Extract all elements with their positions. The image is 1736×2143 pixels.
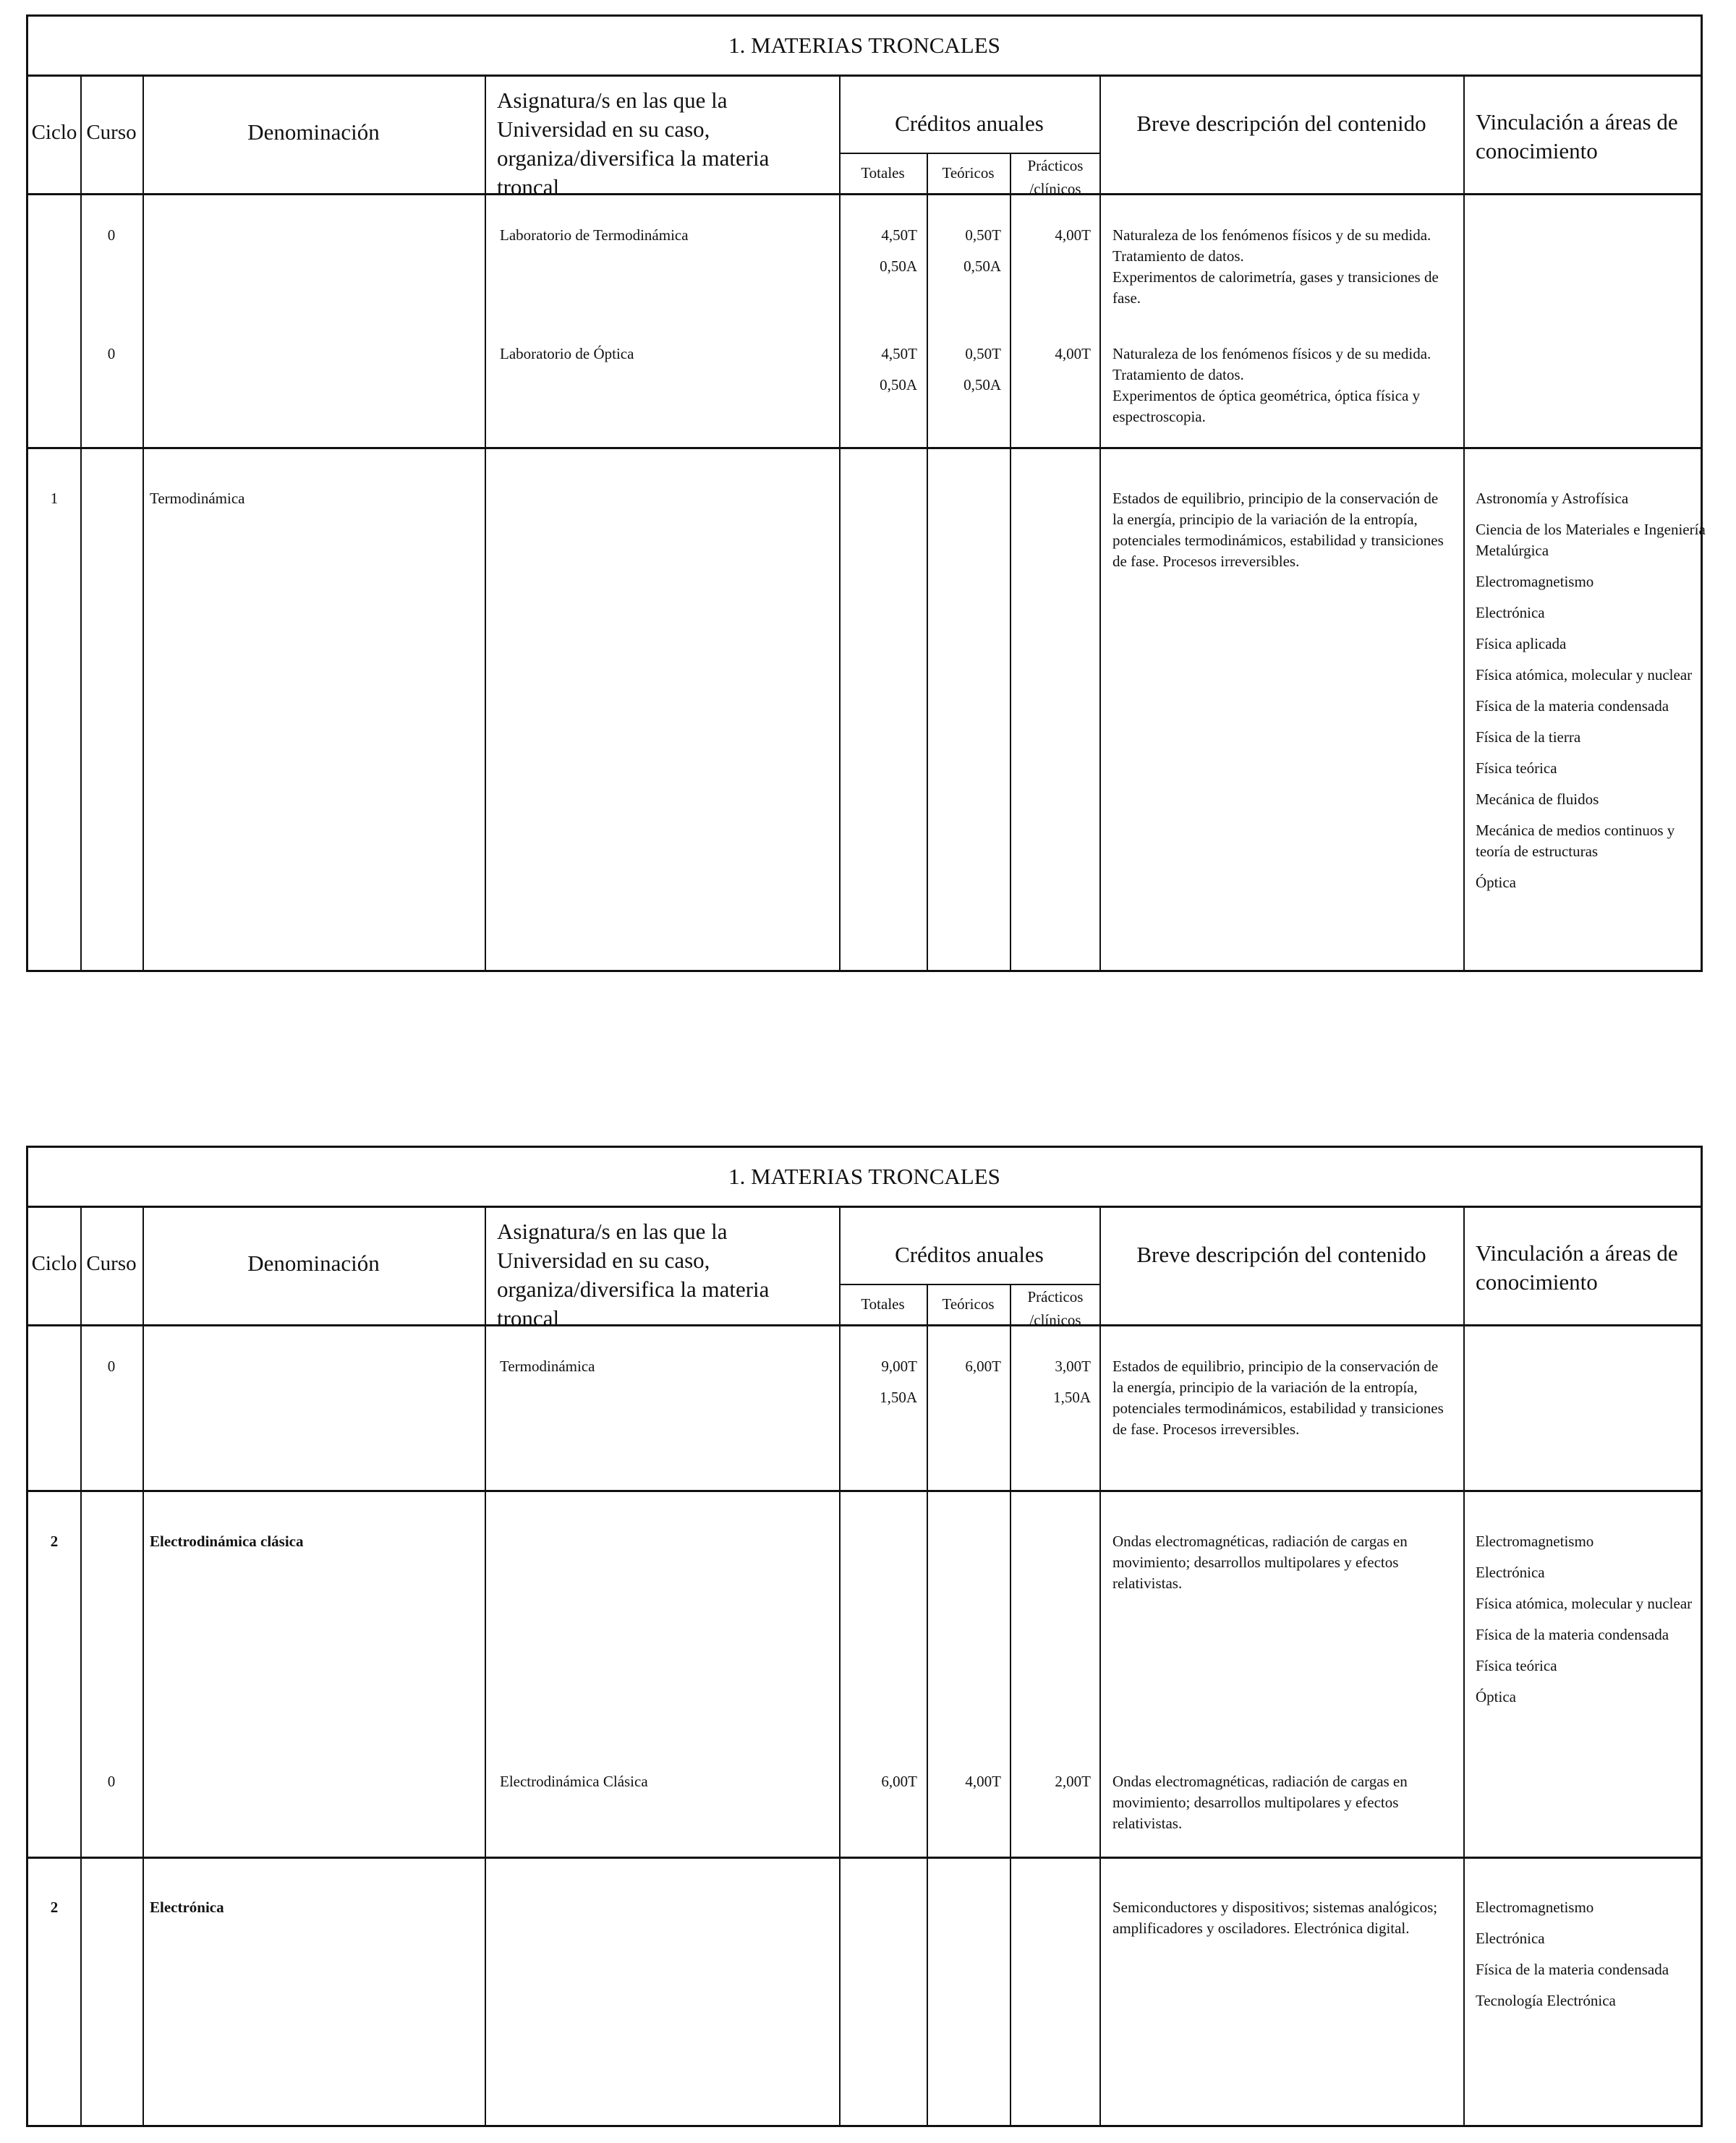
cell-totales: 4,50T <box>881 345 917 362</box>
header-bottom-rule <box>28 193 1701 195</box>
cell-denominacion: Electrodinámica clásica <box>150 1533 304 1550</box>
areas-list <box>1476 1897 1707 2021</box>
header-curso: Curso <box>86 1252 137 1275</box>
cell-practicos: 4,00T <box>1055 345 1091 362</box>
header-practicos: Prácticos /clínicos <box>1027 157 1084 197</box>
area-item: Física aplicada <box>1476 635 1567 652</box>
cell-totales: 4,50T <box>881 226 917 244</box>
area-item: Tecnología Electrónica <box>1476 1992 1616 2009</box>
header-totales: Totales <box>861 1295 905 1313</box>
header-teoricos: Teóricos <box>942 164 995 182</box>
col-rule <box>1099 1206 1101 2125</box>
cell-asignatura: Laboratorio de Termodinámica <box>500 226 689 244</box>
cell-asignatura: Electrodinámica Clásica <box>500 1773 648 1790</box>
cell-descripcion: Semiconductores y dispositivos; sistemas analógicos; amplificadores y osciladores. Electrónica digital. <box>1112 1899 1438 1937</box>
header-creditos: Créditos anuales <box>895 111 1044 136</box>
header-ciclo: Ciclo <box>31 121 77 144</box>
cell-ciclo: 2 <box>50 1533 59 1550</box>
areas-list <box>1476 1531 1707 1718</box>
header-creditos: Créditos anuales <box>895 1242 1044 1267</box>
cell-teoricos: 0,50A <box>963 257 1001 275</box>
col-rule <box>1010 1284 1011 2125</box>
cell-ciclo: 1 <box>50 490 59 507</box>
header-asignatura: Asignatura/s en las que la Universidad en su caso, organiza/diversifica la materia troncal <box>497 88 770 200</box>
col-rule <box>142 74 144 970</box>
header-bottom-rule <box>28 1324 1701 1326</box>
cell-denominacion: Termodinámica <box>150 490 245 507</box>
cell-totales: 1,50A <box>880 1389 917 1406</box>
col-rule <box>1463 74 1465 970</box>
cell-teoricos: 6,00T <box>965 1358 1001 1375</box>
materias-troncales-table-2 <box>26 1146 1703 2127</box>
col-rule <box>142 1206 144 2125</box>
table-title: 1. MATERIAS TRONCALES <box>28 17 1701 77</box>
cell-practicos: 2,00T <box>1055 1773 1091 1790</box>
materias-troncales-table-1 <box>26 14 1706 972</box>
header-asignatura: Asignatura/s en las que la Universidad en su caso, organiza/diversifica la materia troncal <box>497 1219 770 1331</box>
row-group-rule <box>28 447 1701 449</box>
area-item: Electrónica <box>1476 604 1545 621</box>
col-rule <box>1010 153 1011 970</box>
col-rule <box>80 1206 82 2125</box>
col-rule <box>839 74 841 970</box>
area-item: Electrónica <box>1476 1930 1545 1947</box>
area-item: Física de la tierra <box>1476 728 1581 746</box>
cell-descripcion: Ondas electromagnéticas, radiación de cargas en movimiento; desarrollos multipolares y efectos relativistas. <box>1112 1533 1408 1592</box>
cell-denominacion: Electrónica <box>150 1899 224 1916</box>
header-vinculacion: Vinculación a áreas de conocimiento <box>1476 1240 1678 1295</box>
area-item: Física teórica <box>1476 1657 1557 1674</box>
area-item: Electrónica <box>1476 1564 1545 1581</box>
area-item: Ciencia de los Materiales e Ingeniería Metalúrgica <box>1476 521 1706 559</box>
cell-totales: 0,50A <box>880 376 917 393</box>
header-denominacion: Denominación <box>247 1251 380 1276</box>
area-item: Óptica <box>1476 1688 1516 1705</box>
area-item: Mecánica de fluidos <box>1476 791 1599 808</box>
header-descripcion: Breve descripción del contenido <box>1136 1242 1426 1267</box>
cell-teoricos: 0,50T <box>965 226 1001 244</box>
cell-teoricos: 0,50A <box>963 376 1001 393</box>
areas-list <box>1476 488 1707 903</box>
area-item: Electromagnetismo <box>1476 573 1594 590</box>
cell-totales: 0,50A <box>880 257 917 275</box>
col-rule <box>485 74 486 970</box>
row-group-rule <box>28 1490 1701 1492</box>
col-rule <box>80 74 82 970</box>
cell-descripcion: Naturaleza de los fenómenos físicos y de su medida. Tratamiento de datos. Experimentos de calorimetría, gases y transiciones de fase. <box>1112 226 1439 307</box>
area-item: Astronomía y Astrofísica <box>1476 490 1629 507</box>
col-rule <box>839 1206 841 2125</box>
cell-curso: 0 <box>107 1358 116 1375</box>
cell-descripcion: Naturaleza de los fenómenos físicos y de su medida. Tratamiento de datos. Experimentos de óptica geométrica, óptica física y espectroscopia. <box>1112 345 1431 425</box>
area-item: Física de la materia condensada <box>1476 1961 1669 1978</box>
area-item: Física atómica, molecular y nuclear <box>1476 1595 1693 1612</box>
area-item: Física de la materia condensada <box>1476 697 1669 715</box>
cell-asignatura: Termodinámica <box>500 1358 595 1375</box>
cell-practicos: 1,50A <box>1053 1389 1091 1406</box>
cell-totales: 9,00T <box>881 1358 917 1375</box>
row-group-rule <box>28 1857 1701 1859</box>
area-item: Electromagnetismo <box>1476 1533 1594 1550</box>
cell-descripcion: Estados de equilibrio, principio de la conservación de la energía, principio de la variación de la entropía, potenciales termodinámicos, estabilidad y transiciones de fase. Procesos irreversibles. <box>1112 1358 1444 1438</box>
col-rule <box>927 1284 928 2125</box>
area-item: Física teórica <box>1476 759 1557 777</box>
col-rule <box>485 1206 486 2125</box>
header-curso: Curso <box>86 121 137 144</box>
cell-descripcion: Ondas electromagnéticas, radiación de cargas en movimiento; desarrollos multipolares y efectos relativistas. <box>1112 1773 1408 1832</box>
header-practicos: Prácticos /clínicos <box>1027 1288 1084 1329</box>
table-title: 1. MATERIAS TRONCALES <box>28 1148 1701 1208</box>
cell-practicos: 3,00T <box>1055 1358 1091 1375</box>
header-totales: Totales <box>861 164 905 182</box>
cell-ciclo: 2 <box>50 1899 59 1916</box>
area-item: Óptica <box>1476 874 1516 891</box>
cell-curso: 0 <box>107 1773 116 1790</box>
area-item: Electromagnetismo <box>1476 1899 1594 1916</box>
area-item: Mecánica de medios continuos y teoría de estructuras <box>1476 822 1675 860</box>
cell-practicos: 4,00T <box>1055 226 1091 244</box>
header-descripcion: Breve descripción del contenido <box>1136 111 1426 136</box>
cell-asignatura: Laboratorio de Óptica <box>500 345 634 362</box>
area-item: Física atómica, molecular y nuclear <box>1476 666 1693 683</box>
header-teoricos: Teóricos <box>942 1295 995 1313</box>
cell-curso: 0 <box>107 226 116 244</box>
cell-teoricos: 0,50T <box>965 345 1001 362</box>
col-rule <box>1099 74 1101 970</box>
cell-descripcion: Estados de equilibrio, principio de la conservación de la energía, principio de la variación de la entropía, potenciales termodinámicos, estabilidad y transiciones de fase. Procesos irreversibles. <box>1112 490 1444 570</box>
header-vinculacion: Vinculación a áreas de conocimiento <box>1476 109 1678 163</box>
header-denominacion: Denominación <box>247 119 380 145</box>
cell-totales: 6,00T <box>881 1773 917 1790</box>
col-rule <box>1463 1206 1465 2125</box>
header-ciclo: Ciclo <box>31 1252 77 1275</box>
cell-teoricos: 4,00T <box>965 1773 1001 1790</box>
cell-curso: 0 <box>107 345 116 362</box>
area-item: Física de la materia condensada <box>1476 1626 1669 1643</box>
